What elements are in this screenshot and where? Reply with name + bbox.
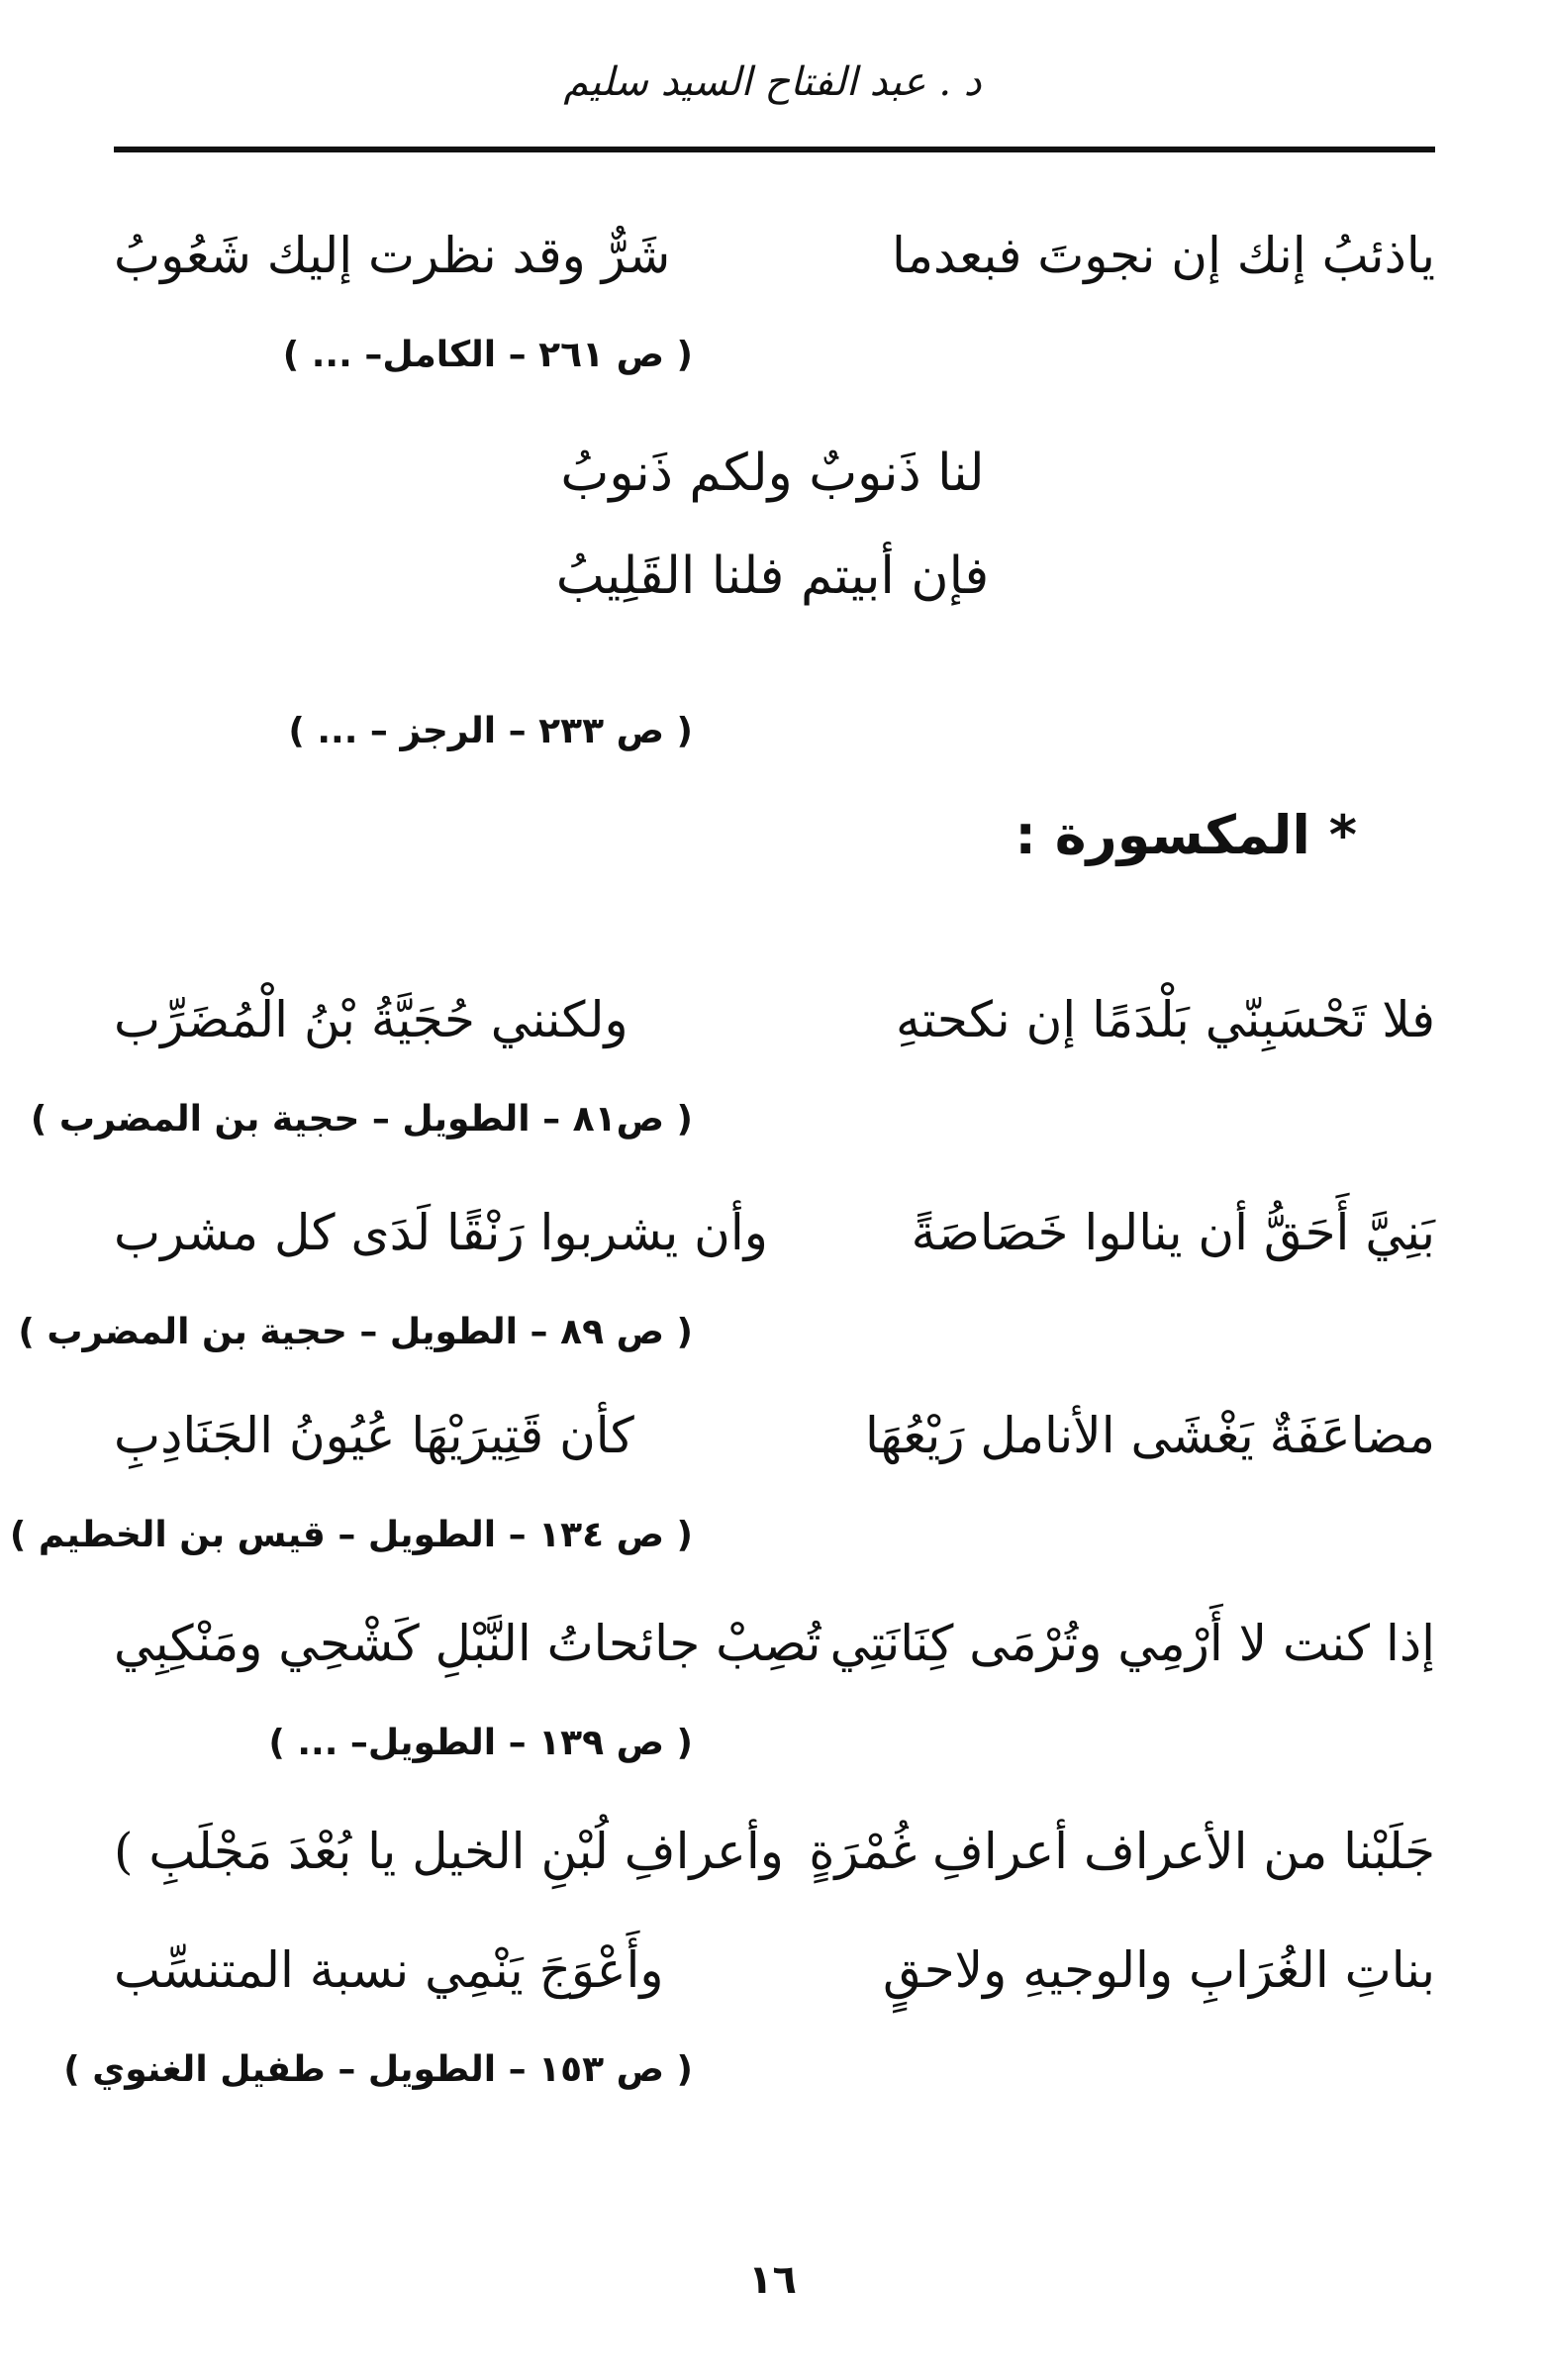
- verse-first-hemistich: مضاعَفَةٌ يَغْشَى الأنامل رَيْعُهَا: [865, 1407, 1435, 1464]
- verse-reference: ( ص٨١ – الطويل – حجية بن المضرب ): [30, 1099, 693, 1140]
- verse-reference: ( ص ٨٩ – الطويل – حجية بن المضرب ): [18, 1312, 693, 1352]
- verse-row: [114, 226, 1435, 295]
- verse-reference: ( ص ٢٣٣ – الرجز – ... ): [288, 711, 693, 751]
- verse-row: [114, 990, 1435, 1059]
- verse-first-hemistich: جَلَبْنا من الأعراف أعرافِ غُمْرَةٍ: [809, 1823, 1435, 1880]
- running-header: د . عبد الفتاح السيد سليم: [563, 59, 982, 105]
- verse-second-hemistich: شَرٌّ وقد نظرت إليك شَعُوبُ: [114, 227, 671, 284]
- verse-first-hemistich: بناتِ الغُرَابِ والوجيهِ ولاحقٍ: [883, 1941, 1435, 1999]
- header-rule: [114, 147, 1435, 152]
- verse-reference: ( ص ١٣٩ – الطويل– ... ): [268, 1723, 693, 1763]
- verse-second-hemistich: كأن قَتِيرَيْهَا عُيُونُ الجَنَادِبِ: [114, 1407, 634, 1464]
- verse-first-hemistich: فلا تَحْسَبِنّي بَلْدَمًا إن نكحتهِ: [896, 991, 1435, 1048]
- rajaz-line: فإن أبيتم فلنا القَلِيبُ: [555, 546, 990, 606]
- verse-reference: ( ص ١٥٣ – الطويل – طفيل الغنوي ): [63, 2049, 693, 2090]
- verse-second-hemistich: وأَعْوَجَ يَنْمِي نسبة المتنسِّب: [114, 1941, 664, 1999]
- verse-second-hemistich: وأن يشربوا رَنْقًا لَدَى كل مشرب: [114, 1204, 768, 1261]
- rajaz-line: لنا ذَنوبٌ ولكم ذَنوبُ: [560, 444, 985, 503]
- section-heading: * المكسورة :: [1014, 804, 1357, 866]
- verse-reference: ( ص ١٣٤ – الطويل – قيس بن الخطيم ): [9, 1515, 693, 1555]
- verse-row: [114, 1822, 1435, 1891]
- verse-second-hemistich: وأعرافِ لُبْنِ الخيل يا بُعْدَ مَجْلَبِ ): [114, 1823, 784, 1880]
- verse-first-hemistich: إذا كنت لا أَرْمِي وتُرْمَى كِنَانَتِي: [829, 1615, 1435, 1672]
- verse-second-hemistich: ولكنني حُجَيَّةُ بْنُ الْمُضَرِّب: [114, 991, 628, 1048]
- verse-reference: ( ص ٢٦١ – الكامل– ... ): [282, 335, 693, 375]
- verse-row: [114, 1940, 1435, 2010]
- page-number: ١٦: [748, 2257, 797, 2303]
- verse-row: [114, 1203, 1435, 1272]
- verse-second-hemistich: تُصِبْ جائحاتُ النَّبْلِ كَشْحِي ومَنْكِبِي: [114, 1615, 821, 1672]
- verse-first-hemistich: ياذئبُ إنك إن نجوتَ فبعدما: [891, 227, 1435, 284]
- verse-first-hemistich: بَنِيَّ أَحَقُّ أن ينالوا خَصَاصَةً: [911, 1204, 1435, 1261]
- verse-row: [114, 1406, 1435, 1475]
- verse-row: [114, 1614, 1435, 1683]
